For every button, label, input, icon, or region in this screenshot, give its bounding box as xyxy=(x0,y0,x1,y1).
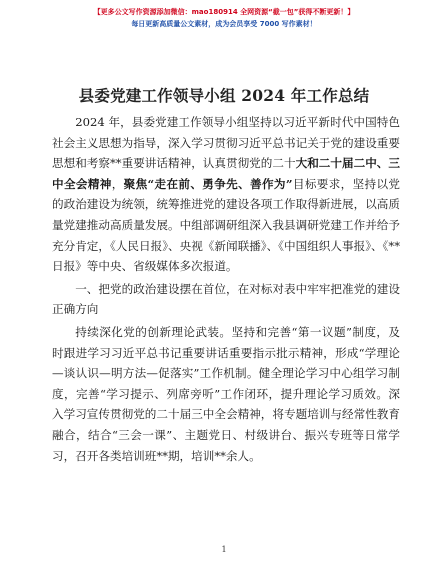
promo-banner xyxy=(0,6,448,30)
page-number: 1 xyxy=(221,545,227,554)
section-paragraph-1: 持续深化党的创新理论武装。坚持和完善“第一议题”制度，及时跟进学习习近平总书记重要讲话重要指示批示精神，形成“学理论—谈认识—明方法—促落实”工作机制。健全理论学习中心组学习制度，完善“学习提示、列席旁听”工作闭环，提升理论学习质效。深入学习宣传贯彻党的二十届三中全会精神，将专题培训与经常性教育融合，结合“三会一课”、主题党日、村级讲台、振兴专班等日常学习，召开各类培训班**期，培训**余人。 xyxy=(52,324,400,463)
intro-paragraph xyxy=(52,112,400,277)
intro-bold-2: 聚焦“走在前、勇争先、善作为” xyxy=(123,176,293,191)
intro-text-c: ， xyxy=(111,176,124,191)
promo-line-2: 每日更新高质量公文素材，成为会员享受 7000 写作素材！ xyxy=(131,20,317,28)
intro-bold-1: 大和二十届二中、三中全会精神 xyxy=(52,156,400,191)
document-body xyxy=(52,112,400,466)
section-heading-1: 一、把党的政治建设摆在首位，在对标对表中牢牢把准党的建设正确方向 xyxy=(52,281,400,317)
document-title: 县委党建工作领导小组 2024 年工作总结 xyxy=(78,86,370,105)
intro-text-e: 目标要求，坚持以党的政治建设为统领，统筹推进党的建设各项工作取得新进展，以高质量党建推动高质量发展。中组部调研组深入我县调研党建工作并给予充分肯定，《人民日报》、央视《新闻联播》、《中国组织人事报》、《**日报》等中央、省级媒体多次报道。 xyxy=(52,176,400,274)
intro-text-a: 2024 年，县委党建工作领导小组坚持以习近平新时代中国特色社会主义思想为指导，深入学习贯彻习近平总书记关于党的建设重要思想和考察**重要讲话精神，认真贯彻党的二十 xyxy=(52,115,400,171)
promo-line-1: 【更多公文写作资源添加微信：mao180914 全网资源“截一包”获得不断更新！】 xyxy=(93,8,355,16)
